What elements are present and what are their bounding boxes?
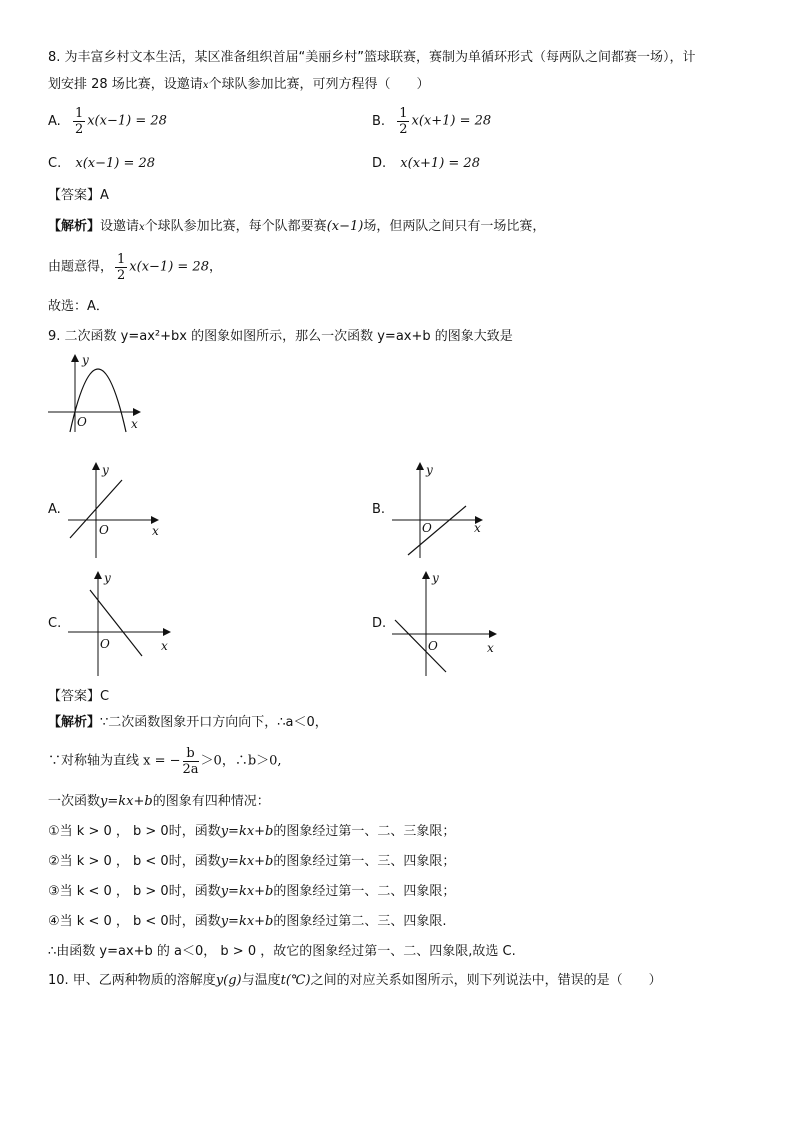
origin-label: O xyxy=(99,523,109,537)
case-function: y=kx+b xyxy=(220,914,274,929)
q9-four-cases-intro xyxy=(48,793,270,811)
case-function: y=kx+b xyxy=(220,824,274,839)
fraction-numerator: 1 xyxy=(74,106,84,121)
q8-var-x: x xyxy=(202,80,209,91)
q9-option-a-graph xyxy=(64,460,164,560)
origin-label: O xyxy=(422,521,432,535)
q9-analysis-tag: 【解析】 xyxy=(48,715,101,730)
q8-analysis-d: 场，但两队之间只有一场比赛， xyxy=(363,219,546,234)
y-axis-label: y xyxy=(432,571,439,585)
case-result: 的图象经过第二、三、四象限. xyxy=(273,914,447,929)
q8-option-d xyxy=(372,155,480,173)
case-condition: ②当 k > 0 ， b < 0时，函数 xyxy=(48,854,221,869)
q8-option-d-expr: x(x+1) = 28 xyxy=(400,156,480,171)
q9-four-a: 一次函数 xyxy=(48,794,101,809)
q9-option-d-label: D. xyxy=(372,616,387,631)
x-axis-label: x xyxy=(474,521,481,535)
q9-stem: 9. 二次函数 y=ax²+bx 的图象如图所示，那么一次函数 y=ax+b 的图象大致是 xyxy=(48,329,513,344)
x-axis-label: x xyxy=(487,641,494,655)
q8-equation xyxy=(48,252,222,283)
q10-solubility: y(g) xyxy=(215,973,242,988)
line-graph xyxy=(408,506,466,555)
q10-temperature: t(℃) xyxy=(280,973,311,988)
q8-option-c-label: C. xyxy=(48,156,62,171)
q8-option-a-expr: x(x−1) = 28 xyxy=(87,113,167,129)
q9-symmetry-axis xyxy=(48,746,282,777)
q9-option-c-graph xyxy=(64,568,174,678)
fraction-numerator: 1 xyxy=(399,106,408,121)
x-axis-label: x xyxy=(161,639,168,653)
fraction-denominator: 2 xyxy=(399,122,408,137)
x-axis-label: x xyxy=(131,417,138,431)
q8-option-d-label: D. xyxy=(372,156,387,171)
q9-option-d-graph xyxy=(388,568,503,678)
y-axis-label: y xyxy=(82,353,89,367)
q8-analysis xyxy=(48,218,545,237)
q9-option-b-label: B. xyxy=(372,502,386,517)
origin-label: O xyxy=(428,639,438,653)
origin-label: O xyxy=(100,637,110,651)
q10-stem-b: 与温度 xyxy=(241,973,281,988)
case-function: y=kx+b xyxy=(220,854,274,869)
q8-choose: 故选：A． xyxy=(48,299,109,314)
q8-analysis-b: 个球队参加比赛，每个队都要赛 xyxy=(144,219,327,234)
y-axis-label: y xyxy=(104,571,111,585)
case-result: 的图象经过第一、二、四象限； xyxy=(273,884,456,899)
origin-label: O xyxy=(77,415,87,429)
q9-conclusion: ∴由函数 y=ax+b 的 a＜0， b > 0 ，故它的图象经过第一、二、四象限,故选 C. xyxy=(48,944,516,959)
q9-option-c-label: C. xyxy=(48,616,62,631)
q8-stem-line2-a: 划安排 28 场比赛，设邀请 xyxy=(48,77,203,92)
fraction-numerator: 1 xyxy=(117,252,126,267)
q8-option-b xyxy=(372,106,491,137)
case-result: 的图象经过第一、二、三象限； xyxy=(273,824,456,839)
q9-sym-fraction xyxy=(183,746,199,777)
case-function: y=kx+b xyxy=(220,884,274,899)
q9-answer: 【答案】C xyxy=(48,689,110,704)
q9-option-b-graph xyxy=(388,460,488,560)
q9-parabola-graph xyxy=(40,350,150,435)
q9-case-3 xyxy=(48,883,455,901)
q8-analysis-c: (x−1) xyxy=(326,219,364,234)
q8-stem-line2-b: 个球队参加比赛，可列方程得（ ） xyxy=(208,77,430,92)
q9-analysis-1-text: ∵二次函数图象开口方向向下，∴a＜0， xyxy=(100,715,328,730)
q8-equation-suffix: ， xyxy=(208,259,222,275)
q8-analysis-var: x xyxy=(139,222,145,233)
fraction-denominator: 2 xyxy=(117,268,126,283)
q10-stem xyxy=(48,972,662,990)
q8-equation-prefix: 由题意得， xyxy=(48,259,114,275)
q9-option-a-label: A. xyxy=(48,502,61,517)
q8-option-c-expr: x(x−1) = 28 xyxy=(75,156,156,171)
q8-option-c xyxy=(48,155,155,173)
q8-equation-expr: x(x−1) = 28 xyxy=(129,259,209,275)
q8-answer: 【答案】A xyxy=(48,188,109,203)
q8-option-b-label: B. xyxy=(372,113,386,129)
q9-case-2 xyxy=(48,853,455,871)
q8-analysis-tag: 【解析】 xyxy=(48,219,101,234)
q8-option-a-label: A. xyxy=(48,113,61,129)
q10-stem-c: 之间的对应关系如图所示，则下列说法中，错误的是（ ） xyxy=(310,973,662,988)
q8-option-a-fraction xyxy=(73,106,85,137)
fraction-denominator: 2a xyxy=(182,762,199,777)
y-axis-label: y xyxy=(426,463,433,477)
case-condition: ①当 k > 0 ， b > 0时，函数 xyxy=(48,824,221,839)
case-condition: ④当 k < 0 ， b < 0时，函数 xyxy=(48,914,221,929)
q8-stem-line2 xyxy=(48,76,429,95)
q8-option-b-expr: x(x+1) = 28 xyxy=(411,113,492,129)
y-axis-label: y xyxy=(102,463,109,477)
q8-option-b-fraction xyxy=(397,106,409,137)
q8-option-a xyxy=(48,106,167,137)
line-graph xyxy=(395,620,446,672)
q9-sym-prefix: ∵对称轴为直线 x = − xyxy=(48,753,181,769)
q9-case-4 xyxy=(48,913,447,931)
x-axis-label: x xyxy=(152,524,159,538)
q9-sym-suffix: ＞0，∴b＞0, xyxy=(200,753,282,769)
q9-four-b: 的图象有四种情况： xyxy=(152,794,270,809)
q9-analysis-1 xyxy=(48,714,328,732)
fraction-numerator: b xyxy=(183,746,199,762)
case-result: 的图象经过第一、三、四象限； xyxy=(273,854,456,869)
case-condition: ③当 k < 0 ， b > 0时，函数 xyxy=(48,884,221,899)
q10-stem-a: 10. 甲、乙两种物质的溶解度 xyxy=(48,973,216,988)
q9-kxb: y=kx+b xyxy=(100,794,153,809)
q8-stem-line1: 8. 为丰富乡村文本生活，某区准备组织首届“美丽乡村”篮球联赛，赛制为单循环形式（每两队之间都赛一场），计 xyxy=(48,50,696,65)
fraction-denominator: 2 xyxy=(74,122,84,137)
q8-analysis-a: 设邀请 xyxy=(100,219,140,234)
q8-equation-fraction xyxy=(115,252,127,283)
q9-case-1 xyxy=(48,823,455,841)
